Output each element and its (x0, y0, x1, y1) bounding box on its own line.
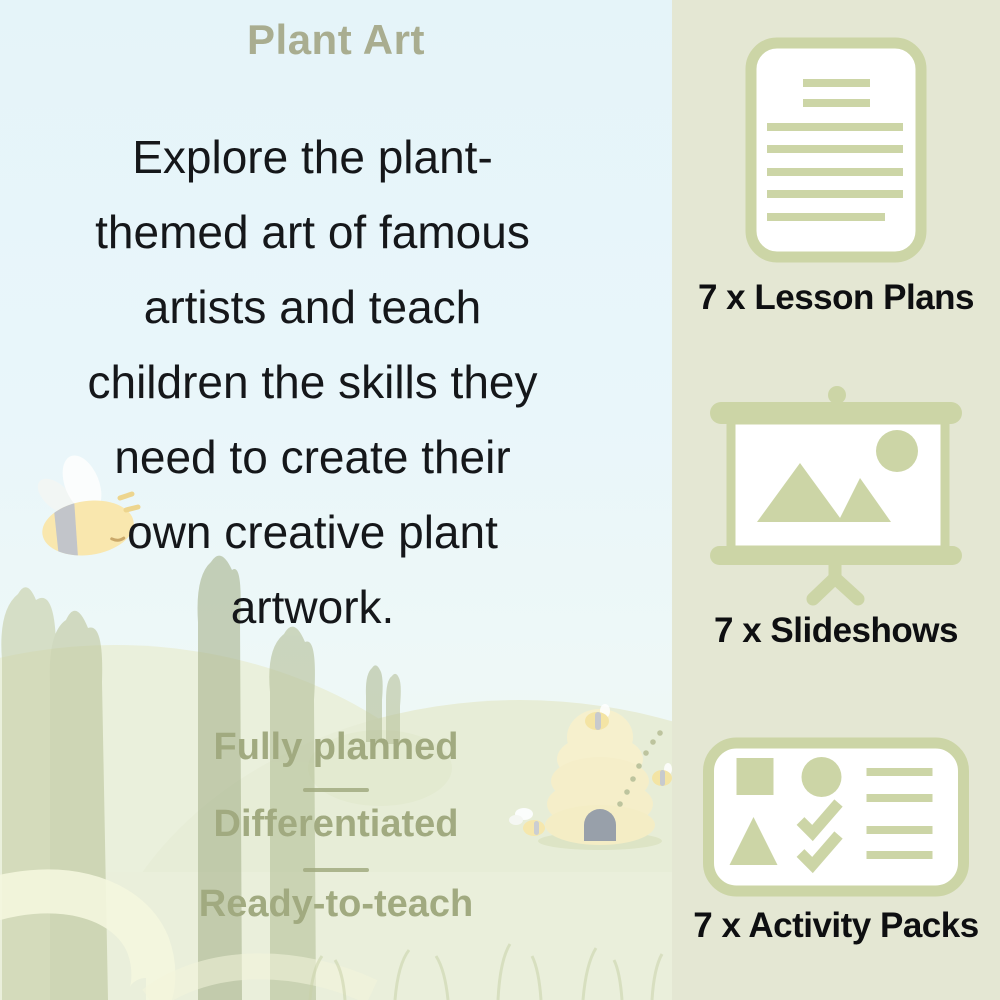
product-title: Plant Art (247, 16, 425, 63)
includes-panel (672, 0, 1000, 1000)
feature-divider (303, 788, 369, 792)
description-line: Explore the plant- (132, 131, 493, 183)
lesson-plans-document-icon (745, 37, 927, 263)
description-line: need to create their (114, 431, 511, 483)
feature-differentiated: Differentiated (213, 803, 459, 845)
description-line: children the skills they (87, 356, 538, 408)
description-line: themed art of famous (95, 206, 530, 258)
description-line: artwork. (230, 581, 395, 633)
description-line: own creative plant (127, 506, 498, 558)
feature-divider (303, 868, 369, 872)
activity-packs-count-label: 7 x Activity Packs (693, 906, 979, 945)
product-description (0, 120, 625, 645)
lesson-plans-count-label: 7 x Lesson Plans (697, 278, 975, 317)
feature-ready-to-teach: Ready-to-teach (198, 883, 474, 925)
slideshows-count-label: 7 x Slideshows (714, 611, 958, 650)
feature-fully-planned: Fully planned (213, 726, 459, 768)
slideshow-projector-screen-icon (710, 386, 962, 610)
activity-pack-checklist-icon (703, 737, 970, 897)
description-line: artists and teach (143, 281, 482, 333)
